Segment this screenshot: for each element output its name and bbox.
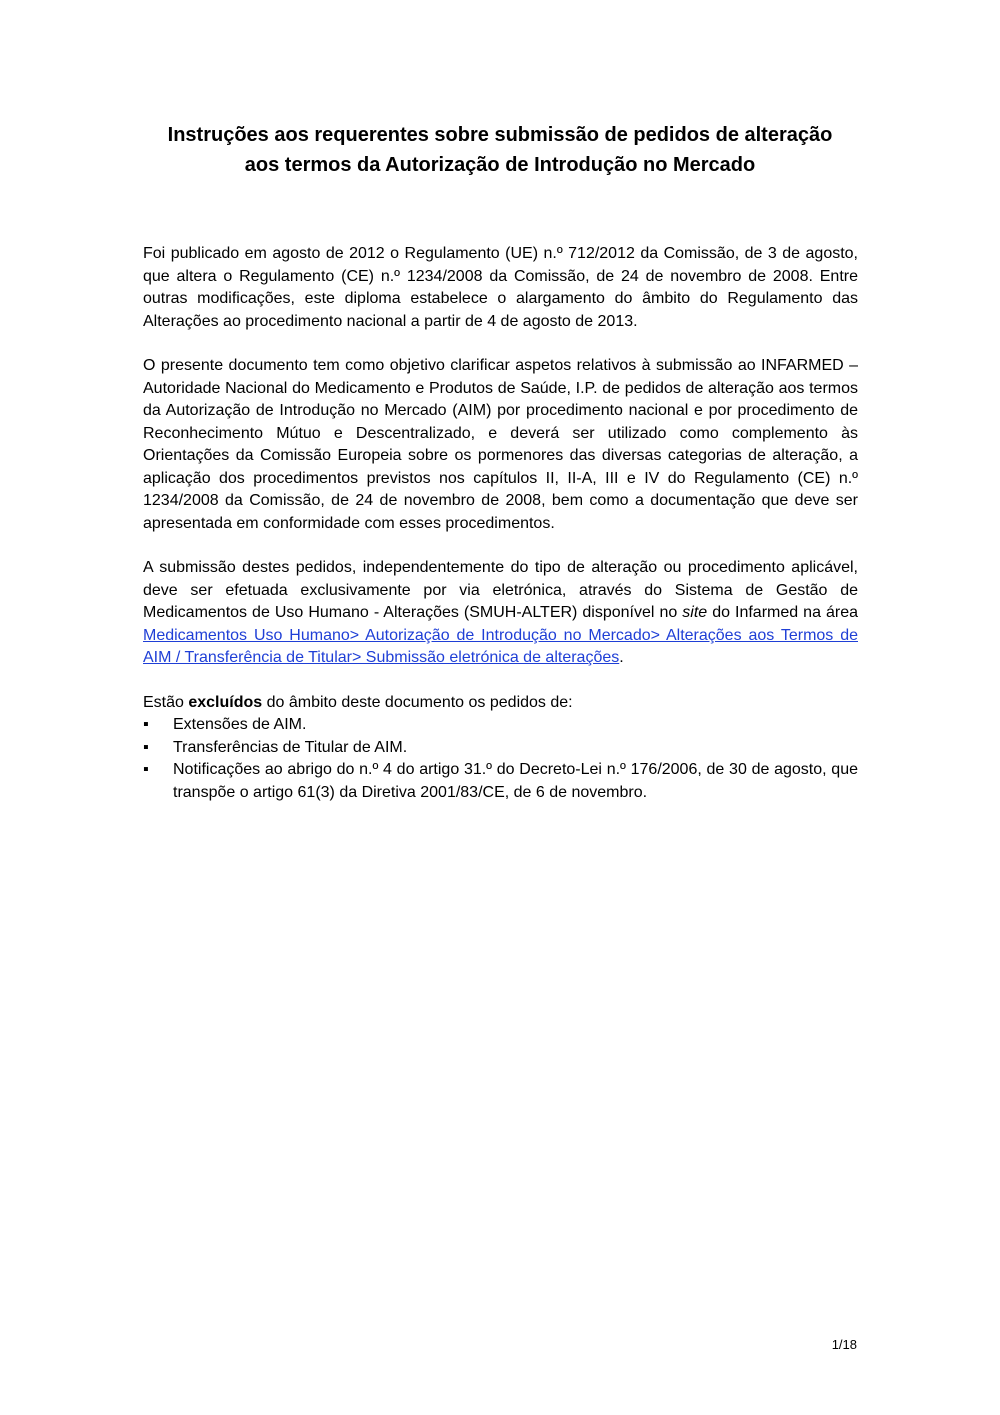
exclusions-bold-word: excluídos (188, 693, 263, 711)
paragraph-submission (143, 557, 858, 670)
paragraph-objective: O presente documento tem como objetivo clarificar aspetos relativos à submissão ao INFARMED – Autoridade Nacional do Medicamento e Produtos de Saúde, I.P. de pedidos de alteração aos termos da Autorização de Introdução no Mercado (AIM) por procedimento nacional e por procedimento de Reconhecimento Mútuo e Descentralizado, e deverá ser utilizado como complemento às Orientações da Comissão Europeia sobre os pormenores das diversas categorias de alteração, a aplicação dos procedimentos previstos nos capítulos II, II-A, III e IV do Regulamento (CE) n.º 1234/2008 da Comissão, de 24 de novembro de 2008, bem como a documentação que deve ser apresentada em conformidade com esses procedimentos. (143, 357, 858, 532)
exclusions-intro-text: Estão (143, 693, 189, 711)
exclusions-list (143, 714, 858, 804)
list-item-text: Notificações ao abrigo do n.º 4 do artigo 31.º do Decreto-Lei n.º 176/2006, de 30 de agosto, que transpõe o artigo 61(3) da Diretiva 2001/83/CE, de 6 de novembro. (173, 761, 858, 801)
list-item-text: Extensões de AIM. (173, 716, 307, 733)
list-item (143, 714, 858, 737)
bullet-icon: ▪ (143, 738, 149, 756)
submission-text-continued: do Infarmed na área (707, 604, 859, 621)
page-number: 1/18 (831, 1337, 857, 1352)
bullet-icon: ▪ (143, 761, 149, 778)
list-item (143, 737, 858, 760)
exclusions-intro (143, 692, 858, 715)
document-body (143, 243, 858, 804)
list-item (143, 759, 858, 804)
site-word: site (682, 604, 708, 621)
bullet-icon: ▪ (143, 716, 149, 733)
exclusions-intro-text-end: do âmbito deste documento os pedidos de: (262, 693, 573, 711)
submission-text: A submissão destes pedidos, independentemente do tipo de alteração ou procedimento aplicável, deve ser efetuada exclusivamente por via eletrónica, através do Sistema de Gestão de Medicamentos de Uso Humano - Alterações (SMUH-ALTER) disponível no (143, 559, 858, 621)
document-title (100, 120, 900, 180)
title-line-2: aos termos da Autorização de Introdução no Mercado (244, 154, 756, 176)
list-item-text: Transferências de Titular de AIM. (173, 738, 408, 756)
infarmed-submission-link[interactable]: Medicamentos Uso Humano> Autorização de Introdução no Mercado> Alterações aos Termos de AIM / Transferência de Titular> Submissão eletrónica de alterações (143, 626, 858, 666)
paragraph-intro: Foi publicado em agosto de 2012 o Regulamento (UE) n.º 712/2012 da Comissão, de 3 de agosto, que altera o Regulamento (CE) n.º 1234/2008 da Comissão, de 24 de novembro de 2008. Entre outras modificações, este diploma estabelece o alargamento do âmbito do Regulamento das Alterações ao procedimento nacional a partir de 4 de agosto de 2013. (143, 245, 858, 330)
submission-period: . (619, 649, 624, 666)
title-line-1: Instruções aos requerentes sobre submissão de pedidos de alteração (167, 124, 833, 146)
